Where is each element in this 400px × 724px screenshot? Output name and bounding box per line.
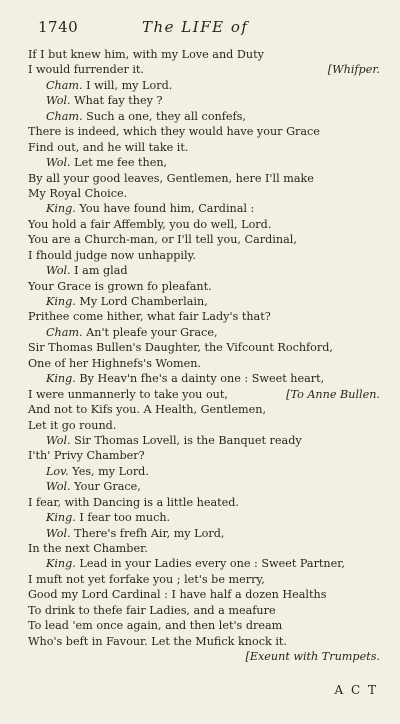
line-text: To drink to thefe fair Ladies, and a meafure [28, 603, 276, 617]
text-line [28, 340, 380, 355]
speaker-name: Wol. [46, 526, 71, 540]
line-text: I were unmannerly to take you out, [28, 387, 228, 401]
line-text: My Lord Chamberlain, [79, 295, 208, 308]
text-line [28, 109, 380, 124]
stage-direction: [Exeunt with Trumpets. [245, 650, 380, 664]
line-text: To lead 'em once again, and then let's dream [28, 619, 283, 633]
line-text: One of her Highnefs's Women. [28, 356, 201, 370]
line-text: I fear too much. [79, 511, 171, 525]
line-text: And not to Kifs you. A Health, Gentlemen, [28, 403, 267, 417]
text-line [28, 155, 380, 170]
text-line [28, 618, 380, 633]
text-line [28, 510, 380, 525]
speaker-name: Wol. [46, 480, 71, 494]
line-text: By Heav'n fhe's a dainty one : Sweet heart, [79, 372, 325, 386]
line-text: I am glad [74, 264, 128, 278]
line-text: You are a Church-man, or I'll tell you, Cardinal, [28, 233, 297, 247]
text-line [28, 402, 380, 417]
stage-direction: [Whifper. [327, 63, 380, 77]
text-line [28, 232, 380, 247]
line-text: Such a one, they all confefs, [86, 109, 246, 123]
line-text: An't pleafe your Grace, [86, 325, 218, 339]
text-line [28, 124, 380, 139]
line-text: Prithee come hither, what fair Lady's that? [28, 310, 271, 324]
text-line [28, 78, 380, 93]
speaker-name: Lov. [46, 464, 69, 478]
text-line [28, 418, 380, 433]
text-line [28, 448, 380, 463]
line-text: Your Grace is grown fo pleafant. [28, 279, 212, 293]
line-text: By all your good leaves, Gentlemen, here I'll make [28, 171, 314, 185]
text-line [28, 495, 380, 510]
speaker-name: King. [46, 202, 76, 216]
line-text: You hold a fair Affembly, you do well, Lord. [28, 217, 272, 231]
line-text: Your Grace, [74, 480, 141, 494]
line-text: Who's beft in Favour. Let the Mufick knock it. [28, 634, 287, 648]
page-number: 1740 [38, 18, 79, 36]
text-line [28, 279, 380, 294]
text-line [28, 464, 380, 479]
line-text: Let it go round. [28, 418, 117, 432]
text-line [28, 186, 380, 201]
speaker-name: Wol. [46, 433, 71, 447]
line-text: I would furrender it. [28, 63, 144, 77]
line-text: You have found him, Cardinal : [79, 202, 255, 216]
text-line [28, 201, 380, 216]
text-line [28, 634, 380, 649]
line-text: Yes, my Lord. [72, 464, 149, 478]
line-text: What fay they ? [74, 94, 163, 108]
text-line [28, 62, 380, 77]
line-text: Sir Thomas Lovell, is the Banquet ready [74, 433, 302, 447]
line-text: Find out, and he will take it. [28, 140, 189, 154]
speaker-name: King. [46, 295, 76, 308]
text-line [28, 47, 380, 62]
text-line [28, 572, 380, 587]
stage-direction: [To Anne Bullen. [286, 387, 380, 401]
speaker-name: Wol. [46, 94, 71, 108]
speaker-name: Cham. [46, 78, 83, 92]
text-line [28, 140, 380, 155]
speaker-name: King. [46, 511, 76, 525]
text-line [28, 526, 380, 541]
line-text: I will, my Lord. [86, 78, 173, 92]
line-text: Lead in your Ladies every one : Sweet Partner, [79, 557, 345, 571]
text-line [28, 387, 380, 402]
text-line [28, 603, 380, 618]
speaker-name: King. [46, 557, 76, 571]
speaker-name: King. [46, 372, 76, 386]
catchword: A C T [334, 683, 378, 697]
speaker-name: Wol. [46, 264, 71, 278]
line-text: I muft not yet forfake you ; let's be merry, [28, 572, 265, 586]
text-line [28, 556, 380, 571]
line-text: I'th' Privy Chamber? [28, 449, 145, 463]
line-text: There is indeed, which they would have your Grace [28, 125, 320, 139]
line-text: In the next Chamber. [28, 542, 148, 555]
text-line [28, 371, 380, 386]
text-line [28, 325, 380, 340]
line-text: My Royal Choice. [28, 186, 128, 200]
text-line [28, 356, 380, 371]
text-line [28, 433, 380, 448]
text-line [28, 263, 380, 278]
text-line [28, 171, 380, 186]
speaker-name: Cham. [46, 109, 83, 123]
line-text: Good my Lord Cardinal : I have half a dozen Healths [28, 588, 327, 602]
line-text: I fear, with Dancing is a little heated. [28, 495, 239, 509]
play-text [28, 47, 380, 665]
text-line [28, 587, 380, 602]
line-text: If I but knew him, with my Love and Duty [28, 48, 264, 61]
page-header [38, 18, 368, 40]
text-line [28, 217, 380, 232]
line-text: There's frefh Air, my Lord, [74, 526, 225, 540]
text-line [28, 248, 380, 263]
text-line [28, 541, 380, 556]
text-line [28, 294, 380, 309]
line-text: Sir Thomas Bullen's Daughter, the Vifcount Rochford, [28, 341, 333, 355]
text-line [28, 649, 380, 664]
running-title: The LIFE of [142, 18, 249, 36]
line-text: Let me fee then, [74, 156, 168, 170]
text-line [28, 93, 380, 108]
speaker-name: Cham. [46, 325, 83, 339]
text-line [28, 309, 380, 324]
speaker-name: Wol. [46, 156, 71, 170]
line-text: I fhould judge now unhappily. [28, 248, 196, 262]
text-line [28, 479, 380, 494]
